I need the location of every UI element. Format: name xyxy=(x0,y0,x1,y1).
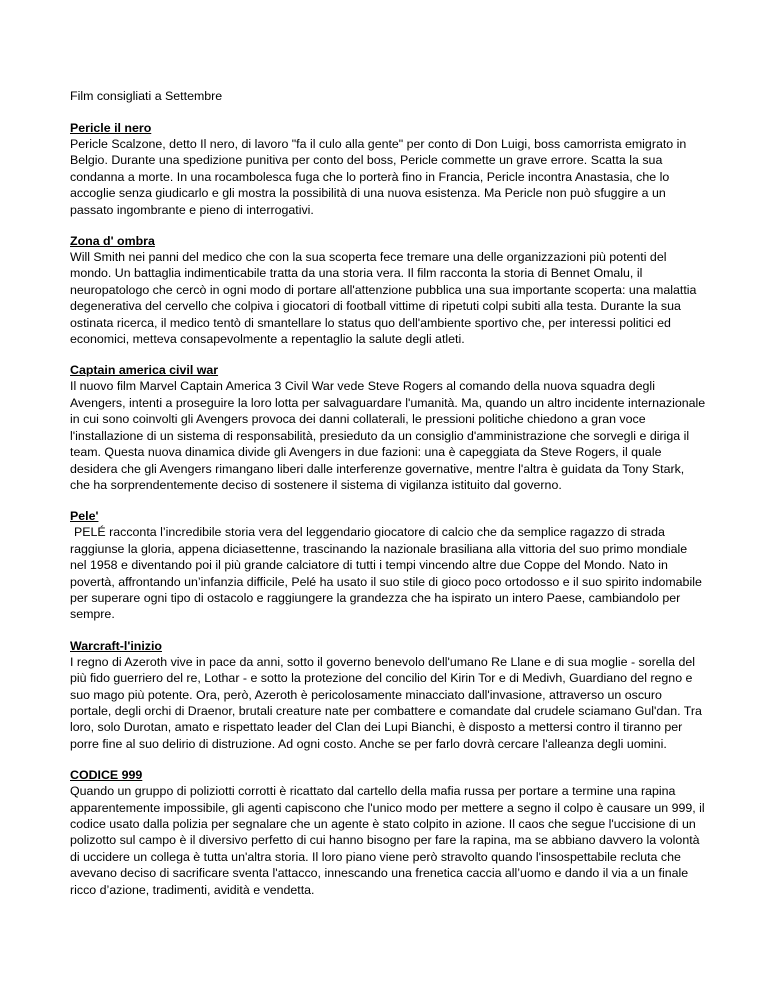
film-description: Will Smith nei panni del medico che con la sua scoperta fece tremare una delle organizzazioni più potenti del mondo. Un battaglia indimenticabile tratta da una storia vera. Il film racconta la storia di Bennet Omalu, il neuropatologo che cercò in ogni modo di portare all'attenzione pubblica una sua importante scoperta: una malattia degenerativa del cervello che colpiva i giocatori di football vittime di ripetuti colpi subiti alla testa. Durante la sua ostinata ricerca, il medico tentò di smantellare lo status quo dell'ambiente sportivo che, per interessi politici ed economici, metteva consapevolmente a repentaglio la salute degli atleti. xyxy=(70,250,697,347)
film-section-codice-999 xyxy=(70,767,706,898)
film-heading: Pericle il nero xyxy=(70,121,152,135)
film-section-pericle xyxy=(70,120,706,218)
film-description: Pericle Scalzone, detto Il nero, di lavoro "fa il culo alla gente" per conto di Don Luigi, boss camorrista emigrato in Belgio. Durante una spedizione punitiva per conto del boss, Pericle commette un grave errore. Scatta la sua condanna a morte. In una rocambolesca fuga che lo porterà fino in Francia, Pericle incontra Anastasia, che lo accoglie senza giudicarlo e gli mostra la possibilità di una nuova esistenza. Ma Pericle non può sfuggire a un passato ingombrante e pieno di interrogativi. xyxy=(70,137,687,217)
film-heading: CODICE 999 xyxy=(70,768,143,783)
film-section-pele xyxy=(70,508,706,622)
document-page xyxy=(70,88,706,913)
film-heading: Warcraft-l'inizio xyxy=(70,638,162,653)
film-description: Quando un gruppo di poliziotti corrotti è ricattato dal cartello della mafia russa per portare a termine una rapina apparentemente impossibile, gli agenti capiscono che l'unico modo per mettere a segno il colpo è causare un 999, il codice usato dalla polizia per segnalare che un agente è stato colpito in azione. Il caos che segue l'uccisione di un polizotto sul campo è il diversivo perfetto di cui hanno bisogno per fare la rapina, ma se abbiano davvero la volontà di uccidere un collega è tutta un'altra storia. Il loro piano viene però stravolto quando l'insospettabile recluta che avevano deciso di sacrificare sventa l'attacco, innescando una frenetica caccia all’uomo e dando il via a un finale ricco d’azione, tradimenti, avidità e vendetta. xyxy=(70,784,705,897)
film-heading: Captain america civil war xyxy=(70,363,219,378)
document-title: Film consigliati a Settembre xyxy=(70,89,223,103)
film-section-zona-ombra xyxy=(70,233,706,347)
film-description: PELÉ racconta l’incredibile storia vera del leggendario giocatore di calcio che da semplice ragazzo di strada raggiunse la gloria, appena diciasettenne, trascinando la nazionale brasiliana alla vittoria del suo primo mondiale nel 1958 e diventando poi il più grande calciatore di tutti i tempi vincendo altre due Coppe del Mondo. Nato in povertà, affrontando un’infanzia difficile, Pelé ha usato il suo stile di gioco poco ortodosso e il suo spirito indomabile per superare ogni tipo di ostacolo e raggiungere la grandezza che ha ispirato un intero Paese, cambiandolo per sempre. xyxy=(70,525,702,622)
film-heading: Pele' xyxy=(70,509,99,524)
film-description: Il nuovo film Marvel Captain America 3 Civil War vede Steve Rogers al comando della nuova squadra degli Avengers, intenti a proseguire la loro lotta per salvaguardare l'umanità. Ma, quando un altro incidente internazionale in cui sono coinvolti gli Avengers provoca dei danni collaterali, le pressioni politiche chiedono a gran voce l'installazione di un sistema di responsabilità, presieduto da un consiglio d'amministrazione che sorvegli e diriga il team. Questa nuova dinamica divide gli Avengers in due fazioni: una è capeggiata da Steve Rogers, il quale desidera che gli Avengers rimangano liberi dalle interferenze governative, mentre l'altra è guidata da Tony Stark, che ha sorprendentemente deciso di sostenere il sistema di vigilanza istituito dal governo. xyxy=(70,379,706,492)
film-section-warcraft xyxy=(70,638,706,752)
film-section-captain-america xyxy=(70,362,706,493)
film-description: I regno di Azeroth vive in pace da anni, sotto il governo benevolo dell'umano Re Llane e di sua moglie - sorella del più fido guerriero del re, Lothar - e sotto la protezione del concilio del Kirin Tor e di Medivh, Guardiano del regno e suo mago più potente. Ora, però, Azeroth è pericolosamente minacciato dall'invasione, attraverso un oscuro portale, degli orchi di Draenor, brutali creature nate per combattere e comandate dal crudele sciamano Gul'dan. Tra loro, solo Durotan, amato e rispettato leader del Clan dei Lupi Bianchi, è disposto a mettersi contro il tiranno per porre fine al suo delirio di distruzione. Ad ogni costo. Anche se per farlo dovrà cercare l'alleanza degli uomini. xyxy=(70,654,702,751)
film-heading: Zona d' ombra xyxy=(70,234,155,249)
